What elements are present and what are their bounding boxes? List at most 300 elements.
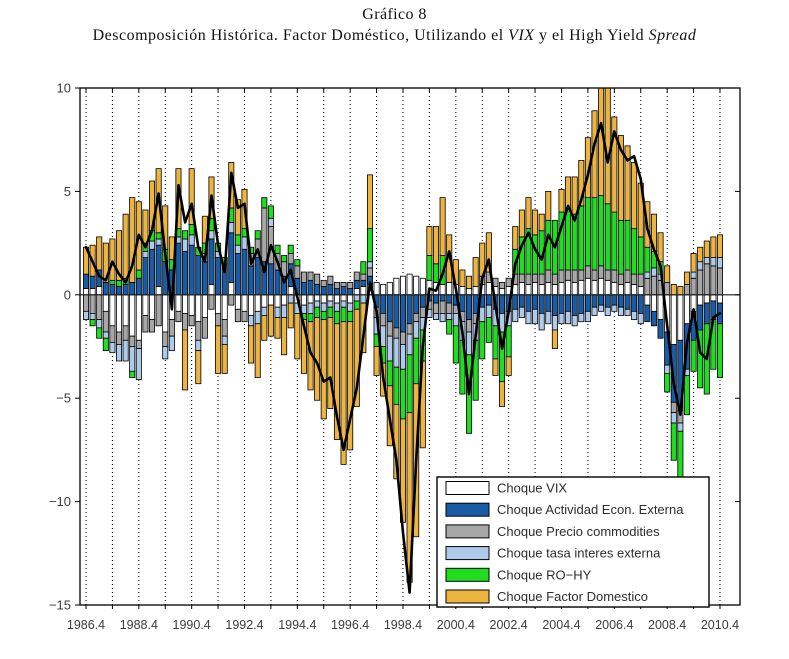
bar-segment xyxy=(202,295,207,318)
bar-segment xyxy=(367,262,372,268)
bar-segment xyxy=(130,336,135,346)
bar-segment xyxy=(704,295,709,303)
bar-segment xyxy=(268,218,273,226)
bar-segment xyxy=(149,295,154,320)
bar-segment xyxy=(97,320,102,328)
bar-segment xyxy=(156,239,161,245)
bar-segment xyxy=(275,270,280,295)
bar-segment xyxy=(717,235,722,258)
bar-segment xyxy=(136,270,141,278)
bar-segment xyxy=(242,295,247,312)
bar-segment xyxy=(334,289,339,295)
bar-segment xyxy=(103,282,108,294)
bar-segment xyxy=(103,295,108,312)
bar-segment xyxy=(671,284,676,294)
bar-segment xyxy=(169,320,174,337)
bar-segment xyxy=(711,258,716,266)
bar-segment xyxy=(196,256,201,295)
bar-segment xyxy=(671,295,676,345)
bar-segment xyxy=(605,307,610,315)
bar-segment xyxy=(321,311,326,319)
legend-item xyxy=(446,589,648,604)
bar-segment xyxy=(315,307,320,317)
bar-segment xyxy=(334,303,339,311)
bar-segment xyxy=(565,295,570,312)
bar-segment xyxy=(262,315,267,340)
bar-segment xyxy=(242,249,247,294)
bar-segment xyxy=(453,326,458,363)
bar-segment xyxy=(671,413,676,423)
bar-segment xyxy=(552,315,557,329)
bar-segment xyxy=(235,309,240,321)
bar-segment xyxy=(684,375,689,414)
bar-segment xyxy=(83,295,88,312)
bar-segment xyxy=(97,237,102,270)
bar-segment xyxy=(519,295,524,307)
bar-segment xyxy=(149,249,154,294)
bar-segment xyxy=(552,295,557,316)
bar-segment xyxy=(176,295,181,312)
bar-segment xyxy=(308,303,313,313)
bar-segment xyxy=(268,295,273,305)
bar-segment xyxy=(519,307,524,317)
bar-segment xyxy=(400,369,405,419)
bar-segment xyxy=(229,222,234,232)
bar-segment xyxy=(387,322,392,336)
bar-segment xyxy=(638,287,643,295)
bar-segment xyxy=(348,303,353,311)
bar-segment xyxy=(691,278,696,295)
bar-segment xyxy=(585,295,590,312)
bar-segment xyxy=(321,295,326,303)
bar-segment xyxy=(519,210,524,237)
bar-segment xyxy=(394,278,399,295)
bar-segment xyxy=(698,295,703,305)
bar-segment xyxy=(632,284,637,294)
legend-item xyxy=(446,567,592,582)
bar-segment xyxy=(367,268,372,276)
bar-segment xyxy=(466,320,471,332)
bar-segment xyxy=(612,295,617,305)
bar-segment xyxy=(704,241,709,258)
bar-segment xyxy=(526,311,531,323)
bar-segment xyxy=(354,295,359,301)
bar-segment xyxy=(546,191,551,220)
bar-segment xyxy=(182,295,187,314)
bar-segment xyxy=(565,177,570,208)
bar-segment xyxy=(341,287,346,295)
bar-segment xyxy=(130,371,135,377)
bar-segment xyxy=(433,264,438,283)
bar-segment xyxy=(235,253,240,294)
bar-segment xyxy=(136,340,141,348)
bar-segment xyxy=(427,227,432,256)
legend-label: Choque Actividad Econ. Externa xyxy=(497,502,684,518)
bar-segment xyxy=(684,284,689,294)
bar-segment xyxy=(645,305,650,322)
bar-segment xyxy=(704,258,709,264)
bar-segment xyxy=(585,266,590,278)
legend-item xyxy=(446,524,660,539)
bar-segment xyxy=(526,295,531,312)
bar-segment xyxy=(348,289,353,295)
bar-segment xyxy=(367,175,372,229)
bar-segment xyxy=(275,307,280,317)
bar-segment xyxy=(242,311,247,321)
bar-segment xyxy=(209,295,214,309)
bar-segment xyxy=(625,309,630,315)
bar-segment xyxy=(315,274,320,284)
legend-label: Choque tasa interes externa xyxy=(497,545,661,561)
bar-segment xyxy=(354,301,359,309)
bar-segment xyxy=(638,237,643,274)
bar-segment xyxy=(97,287,102,295)
bar-segment xyxy=(288,253,293,263)
bar-segment xyxy=(599,305,604,311)
bar-segment xyxy=(519,282,524,294)
bar-segment xyxy=(579,295,584,314)
bar-segment xyxy=(559,313,564,323)
bar-segment xyxy=(341,295,346,301)
bar-segment xyxy=(387,282,392,294)
x-tick-label: 1988.4 xyxy=(119,618,158,632)
bar-segment xyxy=(625,295,630,309)
bar-segment xyxy=(625,282,630,294)
bar-segment xyxy=(249,266,254,295)
bar-segment xyxy=(136,349,141,380)
bar-segment xyxy=(407,274,412,295)
bar-segment xyxy=(605,295,610,307)
bar-segment xyxy=(249,315,254,325)
bar-segment xyxy=(262,307,267,315)
bar-segment xyxy=(130,282,135,294)
bar-segment xyxy=(447,295,452,303)
bar-segment xyxy=(229,282,234,294)
bar-segment xyxy=(367,229,372,262)
bar-segment xyxy=(222,320,227,337)
bar-segment xyxy=(704,303,709,324)
bar-segment xyxy=(638,313,643,323)
bar-segment xyxy=(414,322,419,339)
legend-swatch xyxy=(446,525,489,538)
legend-item xyxy=(446,481,567,496)
bar-segment xyxy=(143,315,148,332)
bar-segment xyxy=(592,270,597,280)
bar-segment xyxy=(295,266,300,278)
bar-segment xyxy=(592,307,597,315)
bar-segment xyxy=(295,260,300,266)
bar-segment xyxy=(156,233,161,239)
bar-segment xyxy=(645,278,650,295)
bar-segment xyxy=(473,287,478,295)
bar-segment xyxy=(123,326,128,340)
bar-segment xyxy=(585,311,590,321)
bar-segment xyxy=(559,189,564,212)
bar-segment xyxy=(288,287,293,295)
bar-segment xyxy=(262,295,267,307)
bar-segment xyxy=(189,235,194,245)
bar-segment xyxy=(394,328,399,338)
bar-segment xyxy=(189,245,194,295)
bar-segment xyxy=(275,318,280,339)
bar-segment xyxy=(361,274,366,280)
bar-segment xyxy=(546,295,551,312)
bar-segment xyxy=(493,326,498,359)
bar-segment xyxy=(143,258,148,295)
bar-segment xyxy=(308,295,313,303)
bar-segment xyxy=(559,282,564,294)
bar-segment xyxy=(632,295,637,312)
bar-segment xyxy=(308,313,313,321)
bar-segment xyxy=(249,326,254,363)
bar-segment xyxy=(486,318,491,343)
x-tick-label: 2004.4 xyxy=(542,618,581,632)
x-tick-label: 2008.4 xyxy=(648,618,687,632)
bar-segment xyxy=(189,315,194,325)
bar-segment xyxy=(513,309,518,321)
bar-segment xyxy=(394,295,399,328)
bar-segment xyxy=(572,315,577,325)
bar-segment xyxy=(612,212,617,270)
bar-segment xyxy=(493,359,498,376)
bar-segment xyxy=(645,272,650,278)
bar-segment xyxy=(532,210,537,235)
bar-segment xyxy=(447,320,452,334)
bar-segment xyxy=(242,237,247,249)
bar-segment xyxy=(156,287,161,295)
bar-segment xyxy=(420,278,425,295)
bar-segment xyxy=(691,340,696,371)
bar-segment xyxy=(308,272,313,280)
bar-segment xyxy=(565,280,570,294)
x-tick-label: 1996.4 xyxy=(331,618,370,632)
bar-segment xyxy=(123,214,128,278)
bar-segment xyxy=(407,324,412,334)
bar-segment xyxy=(532,274,537,282)
bar-segment xyxy=(499,295,504,314)
bar-segment xyxy=(453,313,458,325)
legend-item xyxy=(446,502,684,517)
legend-swatch xyxy=(446,568,489,581)
bar-segment xyxy=(255,324,260,378)
x-tick-label: 1994.4 xyxy=(278,618,317,632)
bar-segment xyxy=(684,295,689,324)
bar-segment xyxy=(447,282,452,294)
bar-segment xyxy=(526,198,531,229)
x-tick-label: 1992.4 xyxy=(225,618,264,632)
bar-segment xyxy=(460,270,465,287)
bar-segment xyxy=(532,282,537,294)
bar-segment xyxy=(407,334,412,355)
bar-segment xyxy=(612,270,617,282)
bar-segment xyxy=(665,266,670,283)
bar-segment xyxy=(341,282,346,286)
bar-segment xyxy=(599,196,604,266)
legend-label: Choque RO−HY xyxy=(497,567,592,583)
bar-segment xyxy=(110,284,115,294)
bar-segment xyxy=(255,311,260,323)
bar-segment xyxy=(83,274,88,288)
bar-segment xyxy=(420,307,425,317)
bar-segment xyxy=(196,322,201,341)
bar-segment xyxy=(665,282,670,294)
bar-segment xyxy=(255,231,260,239)
bar-segment xyxy=(665,365,670,373)
bar-segment xyxy=(268,206,273,218)
bar-segment xyxy=(301,282,306,294)
bar-segment xyxy=(579,280,584,294)
bar-segment xyxy=(539,295,544,314)
bar-segment xyxy=(136,278,141,295)
bar-segment xyxy=(348,295,353,303)
bar-segment xyxy=(506,278,511,286)
bar-segment xyxy=(348,311,353,321)
bar-segment xyxy=(110,280,115,284)
bar-segment xyxy=(189,295,194,316)
bar-segment xyxy=(354,289,359,295)
bar-segment xyxy=(400,332,405,344)
bar-segment xyxy=(552,284,557,294)
bar-segment xyxy=(499,382,504,407)
bar-segment xyxy=(599,278,604,295)
bar-segment xyxy=(486,282,491,294)
bar-segment xyxy=(552,330,557,349)
bar-segment xyxy=(381,326,386,347)
bar-segment xyxy=(559,270,564,282)
bar-segment xyxy=(249,295,254,316)
bar-segment xyxy=(678,287,683,295)
bar-segment xyxy=(222,336,227,344)
bar-segment xyxy=(717,324,722,378)
bar-segment xyxy=(209,231,214,239)
bar-segment xyxy=(110,326,115,343)
bar-segment xyxy=(711,237,716,258)
bar-segment xyxy=(189,224,194,234)
bar-segment xyxy=(202,262,207,295)
bar-segment xyxy=(354,272,359,280)
bar-segment xyxy=(513,295,518,309)
bar-segment xyxy=(671,423,676,460)
bar-segment xyxy=(163,332,168,346)
x-tick-label: 2002.4 xyxy=(489,618,528,632)
bar-segment xyxy=(618,307,623,315)
bar-segment xyxy=(182,251,187,294)
bar-segment xyxy=(711,295,716,301)
bar-segment xyxy=(381,313,386,325)
bar-segment xyxy=(698,305,703,330)
bar-segment xyxy=(321,320,326,419)
bar-segment xyxy=(275,245,280,253)
bar-segment xyxy=(717,295,722,303)
bar-segment xyxy=(565,208,570,270)
bar-segment xyxy=(565,311,570,323)
bar-segment xyxy=(136,295,141,340)
bar-segment xyxy=(110,295,115,326)
bar-segment xyxy=(394,367,399,404)
bar-segment xyxy=(361,262,366,274)
bar-segment xyxy=(235,295,240,309)
bar-segment xyxy=(215,258,220,295)
bar-segment xyxy=(433,313,438,319)
bar-segment xyxy=(632,162,637,228)
bar-segment xyxy=(658,320,663,339)
bar-segment xyxy=(632,274,637,284)
bar-segment xyxy=(539,284,544,294)
bar-segment xyxy=(605,204,610,270)
bar-segment xyxy=(202,318,207,339)
bar-segment xyxy=(321,280,326,286)
bar-segment xyxy=(460,295,465,312)
bar-segment xyxy=(559,295,564,314)
bar-segment xyxy=(625,270,630,282)
bar-segment xyxy=(612,282,617,294)
bar-segment xyxy=(255,295,260,312)
bar-segment xyxy=(321,287,326,295)
bar-segment xyxy=(532,309,537,323)
bar-segment xyxy=(546,282,551,294)
bar-segment xyxy=(229,233,234,283)
y-tick-label: −15 xyxy=(48,597,71,613)
bar-segment xyxy=(110,342,115,352)
bar-segment xyxy=(447,313,452,319)
bar-segment xyxy=(90,313,95,319)
bar-segment xyxy=(196,295,201,322)
bar-segment xyxy=(130,347,135,372)
bar-segment xyxy=(632,229,637,274)
bar-segment xyxy=(645,295,650,305)
bar-segment xyxy=(103,332,108,338)
bar-segment xyxy=(116,295,121,332)
bar-segment xyxy=(156,245,161,286)
bar-segment xyxy=(572,282,577,294)
x-tick-label: 1990.4 xyxy=(172,618,211,632)
bar-segment xyxy=(440,284,445,294)
bar-segment xyxy=(209,284,214,294)
y-tick-label: 5 xyxy=(63,183,71,199)
bar-segment xyxy=(717,268,722,295)
y-tick-label: 10 xyxy=(56,80,71,96)
bar-segment xyxy=(572,214,577,270)
bar-segment xyxy=(143,295,148,316)
bar-segment xyxy=(480,307,485,321)
bar-segment xyxy=(110,239,115,280)
bar-segment xyxy=(427,256,432,281)
bar-segment xyxy=(486,305,491,317)
bar-segment xyxy=(262,208,267,262)
bar-segment xyxy=(638,274,643,286)
bar-segment xyxy=(612,305,617,311)
bar-segment xyxy=(414,276,419,295)
bar-segment xyxy=(605,270,610,280)
bar-segment xyxy=(282,295,287,305)
bar-segment xyxy=(196,340,201,350)
bar-segment xyxy=(499,282,504,288)
bar-segment xyxy=(585,198,590,266)
y-tick-label: 0 xyxy=(63,287,71,303)
bar-segment xyxy=(321,303,326,311)
bar-segment xyxy=(123,284,128,294)
legend-swatch xyxy=(446,590,489,603)
bar-segment xyxy=(526,274,531,284)
bar-segment xyxy=(163,347,168,359)
bar-segment xyxy=(414,295,419,314)
bar-segment xyxy=(374,347,379,376)
bar-segment xyxy=(282,256,287,262)
bar-segment xyxy=(103,311,108,332)
bar-segment xyxy=(222,295,227,320)
bar-segment xyxy=(513,227,518,250)
bar-segment xyxy=(116,332,121,344)
